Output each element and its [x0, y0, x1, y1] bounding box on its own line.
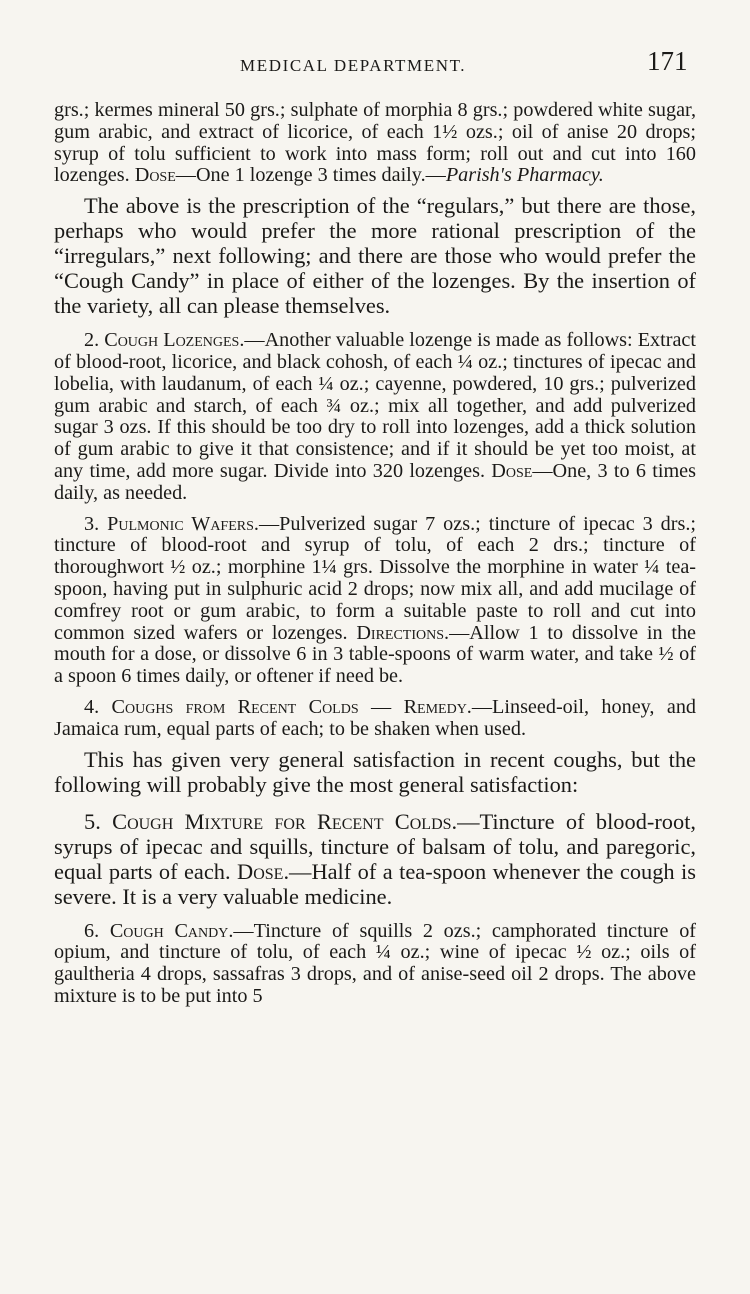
recipe-cough-mixture: 5. Cough Mixture for Recent Colds.—Tincture of blood-root, syrups of ipecac and squills, tincture of balsam of tolu, and paregoric, equal parts of each. Dose.—Half of a tea-spoon whenever the cough is severe. It is a very valuable medicine.	[54, 808, 697, 909]
recipe-title: Cough Lozenges.	[104, 329, 245, 352]
small-type-section	[54, 100, 696, 187]
large-type-section	[54, 747, 696, 909]
recipe-pulmonic-wafers: 3. Pulmonic Wafers.—Pulverized sugar 7 ozs.; tincture of ipecac 3 drs.; tincture of blood-root and syrup of tolu, of each 2 drs.; tincture of thoroughwort ½ oz.; morphine 1¼ grs. Dissolve the morphine in water ¼ tea-spoon, having put in sulphuric acid 2 drops; now mix all, and add mucilage of comfrey root or gum arabic, to form a suitable paste to roll and cut into common sized wafers or lozenges. Directions.—Allow 1 to dissolve in the mouth for a dose, or dissolve 6 in 3 table-spoons of warm water, and take ½ of a spoon 6 times daily, or oftener if need be.	[54, 512, 697, 688]
dose-label: Dose	[134, 164, 176, 187]
large-type-section	[54, 193, 696, 318]
running-head: MEDICAL DEPARTMENT.	[240, 56, 467, 75]
small-type-section	[54, 921, 696, 1008]
recipe-title: Cough Candy.	[109, 919, 234, 942]
commentary-paragraph: This has given very general satisfaction in recent coughs, but the following will probably give the most general satisfaction:	[54, 746, 696, 797]
source-citation: Parish's Pharmacy.	[445, 164, 604, 187]
commentary-paragraph: The above is the prescription of the “regulars,” but there are those, perhaps who would prefer the more rational prescription of the “irregulars,” next following; and there are those who would prefer the “Cough Candy” in place of either of the lozenges. By the insertion of the variety, all can please themselves.	[54, 193, 696, 319]
small-type-section	[54, 330, 696, 740]
recipe-title: Pulmonic Wafers.	[107, 512, 259, 535]
recipe-cough-lozenges: 2. Cough Lozenges.—Another valuable lozenge is made as follows: Extract of blood-root, licorice, and black cohosh, of each ¼ oz.; tinctures of ipecac and lobelia, with laudanum, of each ¼ oz.; cayenne, powdered, 10 grs.; pulverized gum arabic and starch, of each ¾ oz.; mix all together, and add pulverized sugar 3 ozs. If this should be too dry to roll into lozenges, add a thick solution of gum arabic to give it that consistence; and if it should be yet too moist, at any time, add more sugar. Divide into 320 lozenges. Dose—One, 3 to 6 times daily, as needed.	[54, 329, 696, 504]
recipe-title: Cough Mixture for Recent Colds.	[112, 808, 458, 834]
recipe-coughs-recent-colds: 4. Coughs from Recent Colds — Remedy.—Linseed-oil, honey, and Jamaica rum, equal parts of each; to be shaken when used.	[54, 695, 697, 740]
page-body	[54, 100, 696, 1008]
recipe-title: Coughs from Recent Colds — Remedy.	[111, 695, 472, 718]
recipe-cough-candy: 6. Cough Candy.—Tincture of squills 2 ozs.; camphorated tincture of opium, and tincture of tolu, of each ¼ oz.; wine of ipecac ½ oz.; oils of gaultheria 4 drops, sassafras 3 drops, and of anise-seed oil 2 drops. The above mixture is to be put into 5	[54, 919, 697, 1007]
continued-paragraph: grs.; kermes mineral 50 grs.; sulphate of morphia 8 grs.; powdered white sugar, gum arabic, and extract of licorice, of each 1½ ozs.; oil of anise 20 drops; syrup of tolu sufficient to work into mass form; roll out and cut into 160 lozenges. Dose—One 1 lozenge 3 times daily.—Parish's Pharmacy.	[54, 99, 696, 187]
directions-label: Directions.	[356, 621, 450, 644]
page-number: 171	[647, 46, 688, 76]
dose-label: Dose.	[237, 858, 290, 884]
dose-label: Dose	[491, 459, 533, 482]
page-header	[0, 46, 750, 82]
